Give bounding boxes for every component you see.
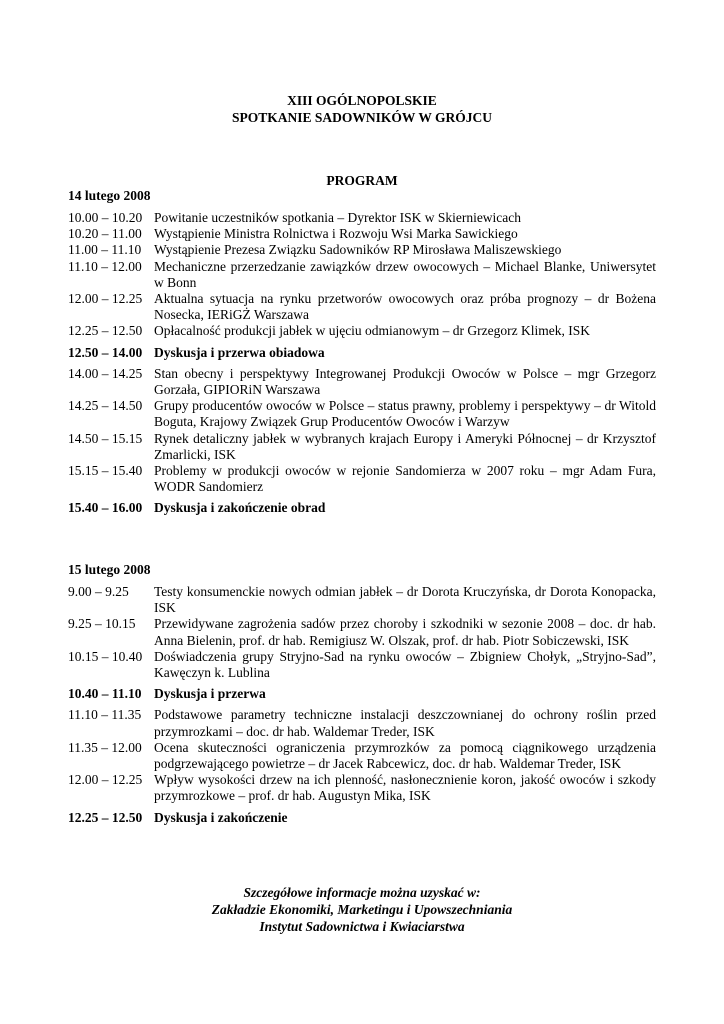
- schedule-row: [68, 210, 656, 226]
- schedule-description: Wpływ wysokości drzew na ich plenność, nasłonecznienie koron, jakość owoców i szkody przymrozkowe – prof. dr hab. Augustyn Mika, ISK: [154, 772, 656, 804]
- schedule-time: 10.40 – 11.10: [68, 686, 142, 702]
- schedule-time: 9.00 – 9.25: [68, 584, 129, 599]
- schedule-row: [68, 291, 656, 323]
- schedule-description: Dyskusja i przerwa obiadowa: [154, 344, 325, 360]
- schedule-description: Mechaniczne przerzedzanie zawiązków drzew owocowych – Michael Blanke, Uniwersytet w Bonn: [154, 258, 656, 290]
- schedule-row: [68, 463, 656, 495]
- schedule-row: [68, 398, 656, 430]
- contact-info-line-2: Zakładzie Ekonomiki, Marketingu i Upowszechniania: [211, 902, 513, 917]
- schedule-description: Dyskusja i zakończenie: [154, 809, 288, 825]
- schedule-row: [68, 649, 656, 681]
- schedule-description: Testy konsumenckie nowych odmian jabłek – dr Dorota Kruczyńska, dr Dorota Konopacka, ISK: [154, 584, 656, 616]
- schedule-time: 12.25 – 12.50: [68, 323, 143, 339]
- schedule-description: Doświadczenia grupy Stryjno-Sad na rynku owoców – Zbigniew Chołyk, „Stryjno-Sad”, Kawęczyn k. Lublina: [154, 648, 656, 681]
- schedule-description: Powitanie uczestników spotkania – Dyrektor ISK w Skierniewicach: [154, 210, 522, 225]
- schedule-description: Rynek detaliczny jabłek w wybranych krajach Europy i Ameryki Północnej – dr Krzysztof Zmarlicki, ISK: [154, 430, 656, 462]
- schedule-time: 15.15 – 15.40: [68, 463, 143, 479]
- schedule-description: Podstawowe parametry techniczne instalacji deszczownianej do ochrony roślin przed przymrozkami – doc. dr hab. Waldemar Treder, ISK: [154, 707, 656, 739]
- schedule-break-row: [68, 500, 656, 516]
- schedule-description: Wystąpienie Ministra Rolnictwa i Rozwoju Wsi Marka Sawickiego: [154, 226, 518, 242]
- schedule-time: 10.15 – 10.40: [68, 648, 143, 664]
- schedule-time: 15.40 – 16.00: [68, 500, 143, 516]
- schedule-break-row: [68, 686, 656, 702]
- schedule-description: Problemy w produkcji owoców w rejonie Sandomierza w 2007 roku – mgr Adam Fura, WODR Sandomierz: [154, 463, 656, 495]
- schedule-time: 9.25 – 10.15: [68, 616, 136, 632]
- schedule-description: Dyskusja i zakończenie obrad: [154, 500, 326, 516]
- schedule-time: 12.00 – 12.25: [68, 772, 143, 788]
- day-2-schedule: [68, 584, 656, 831]
- schedule-row: [68, 323, 656, 339]
- schedule-description: Dyskusja i przerwa: [154, 686, 266, 702]
- event-title: [0, 92, 724, 126]
- schedule-row: [68, 584, 656, 616]
- schedule-time: 11.00 – 11.10: [68, 242, 142, 258]
- schedule-time: 10.00 – 10.20: [68, 210, 143, 225]
- schedule-time: 11.10 – 11.35: [68, 707, 142, 723]
- schedule-row: [68, 707, 656, 739]
- day-2-date: 15 lutego 2008: [68, 562, 151, 577]
- event-title-line-1: XIII OGÓLNOPOLSKIE: [287, 93, 437, 108]
- schedule-description: Aktualna sytuacja na rynku przetworów owocowych oraz próba prognozy – dr Bożena Nosecka, IERiGŻ Warszawa: [154, 291, 656, 323]
- schedule-break-row: [68, 345, 656, 361]
- schedule-row: [68, 259, 656, 291]
- day-1-schedule: [68, 210, 656, 522]
- schedule-time: 11.10 – 12.00: [68, 258, 142, 274]
- contact-info-line-3: Instytut Sadownictwa i Kwiaciarstwa: [259, 919, 465, 934]
- schedule-time: 11.35 – 12.00: [68, 739, 142, 755]
- schedule-description: Grupy producentów owoców w Polsce – status prawny, problemy i perspektywy – dr Witold Boguta, Krajowy Związek Grup Producentów Owoców i Warzyw: [154, 398, 656, 430]
- schedule-time: 14.00 – 14.25: [68, 365, 143, 381]
- schedule-description: Opłacalność produkcji jabłek w ujęciu odmianowym – dr Grzegorz Klimek, ISK: [154, 323, 591, 339]
- schedule-row: [68, 772, 656, 804]
- schedule-break-row: [68, 810, 656, 826]
- contact-info: [0, 884, 724, 935]
- schedule-time: 14.25 – 14.50: [68, 398, 143, 414]
- schedule-time: 14.50 – 15.15: [68, 430, 143, 446]
- schedule-description: Przewidywane zagrożenia sadów przez choroby i szkodniki w sezonie 2008 – doc. dr hab. Anna Bielenin, prof. dr hab. Remigiusz W. Olszak, prof. dr hab. Piotr Sobiczewski, ISK: [154, 616, 656, 648]
- schedule-time: 12.50 – 14.00: [68, 344, 143, 360]
- schedule-description: Wystąpienie Prezesa Związku Sadowników RP Mirosława Maliszewskiego: [154, 242, 562, 258]
- schedule-row: [68, 616, 656, 648]
- schedule-time: 12.00 – 12.25: [68, 291, 143, 307]
- schedule-description: Ocena skuteczności ograniczenia przymrozków za pomocą ciągnikowego urządzenia podgrzewającego powietrze – dr Jacek Rabcewicz, doc. dr hab. Waldemar Treder, ISK: [154, 739, 656, 772]
- schedule-row: [68, 366, 656, 398]
- day-1-date: 14 lutego 2008: [68, 188, 151, 203]
- schedule-time: 10.20 – 11.00: [68, 226, 142, 242]
- schedule-time: 12.25 – 12.50: [68, 809, 143, 825]
- contact-info-line-1: Szczegółowe informacje można uzyskać w:: [243, 885, 481, 900]
- event-title-line-2: SPOTKANIE SADOWNIKÓW W GRÓJCU: [232, 110, 492, 125]
- schedule-row: [68, 740, 656, 772]
- program-heading: PROGRAM: [326, 173, 398, 188]
- schedule-row: [68, 226, 656, 242]
- schedule-row: [68, 431, 656, 463]
- schedule-row: [68, 242, 656, 258]
- schedule-description: Stan obecny i perspektywy Integrowanej Produkcji Owoców w Polsce – mgr Grzegorz Gorzała, GIPIORiN Warszawa: [154, 365, 656, 398]
